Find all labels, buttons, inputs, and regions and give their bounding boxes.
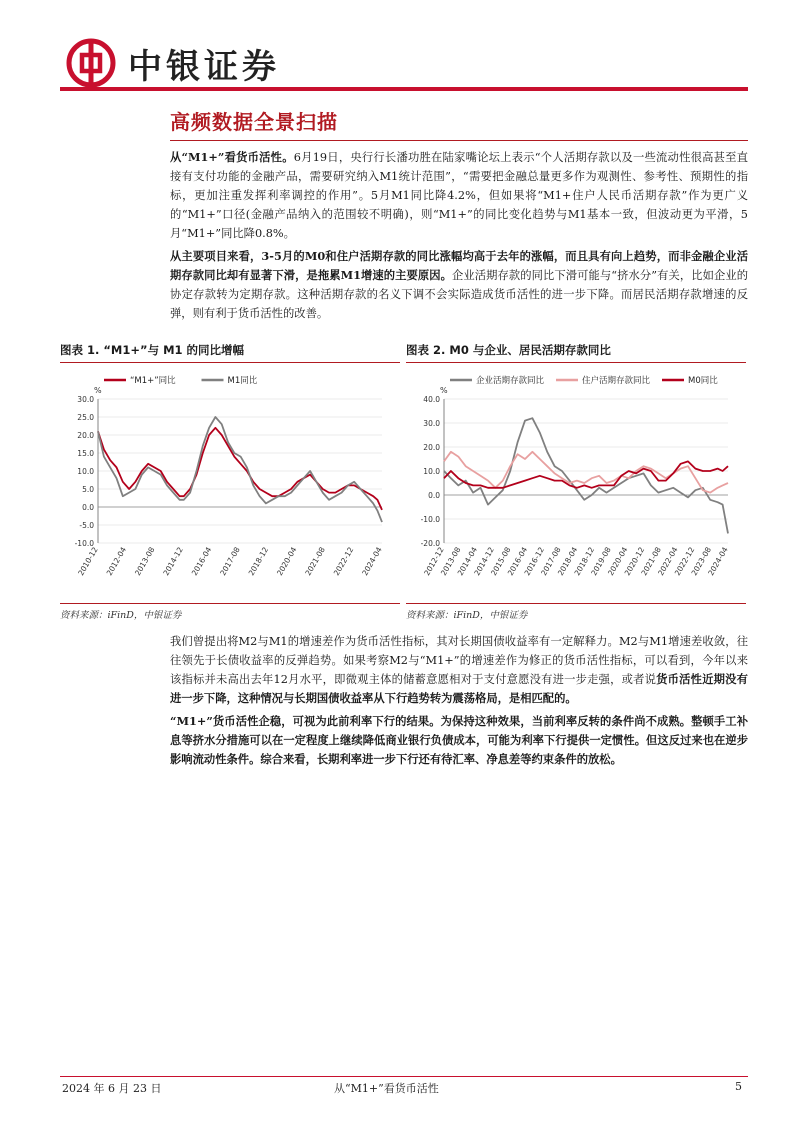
x-tick-label: 2020-04	[606, 545, 630, 578]
x-tick-label: 2016-04	[189, 545, 214, 578]
x-tick-label: 2017-08	[539, 545, 563, 578]
y-tick-label: -20.0	[420, 539, 440, 548]
x-tick-label: 2014-12	[161, 545, 185, 578]
text-run: 我们曾提出将M2与M1的增速差作为货币活性指标，其对长期国债收益率有一定解释力。M2与M1增速差收敛，往往领先于长债收益率的反弹趋势。如果考察M2与“M1+”的增速差作为修正的货币活性指标，可以看到，今年以来该指标并未高出去年12月水平，即微观主体的储蓄意愿相对于支付意愿没有进一步走强，或者说	[170, 635, 748, 686]
figure-1-title: 图表 1. “M1+”与 M1 的同比增幅	[60, 342, 400, 363]
bold-run: 从“M1+”看货币活性。	[170, 150, 294, 164]
x-tick-label: 2014-04	[455, 545, 480, 578]
y-tick-label: 25.0	[77, 413, 94, 422]
x-tick-label: 2021-08	[639, 545, 663, 578]
paragraph	[170, 148, 748, 243]
footer-title: 从“M1+”看货币活性	[334, 1082, 439, 1095]
x-tick-label: 2012-12	[422, 545, 446, 578]
y-tick-label: -10.0	[74, 539, 94, 548]
figure-1-chart	[60, 363, 400, 601]
y-tick-label: 15.0	[77, 449, 94, 458]
y-tick-label: -10.0	[420, 515, 440, 524]
paragraph	[170, 712, 748, 769]
legend-label: M1同比	[227, 376, 258, 386]
x-tick-label: 2018-04	[555, 545, 580, 578]
figure-1-source: 资料来源：iFinD，中银证券	[60, 603, 400, 621]
legend-label: M0同比	[688, 376, 718, 386]
x-tick-label: 2013-08	[133, 545, 157, 578]
x-tick-label: 2023-08	[689, 545, 714, 578]
x-tick-label: 2024-04	[706, 545, 730, 578]
x-tick-label: 2022-12	[331, 545, 356, 578]
x-tick-label: 2020-04	[275, 545, 299, 578]
text-run: 企业活期存款的同比下滑可能与“挤水分”有关，比如企业的协定存款转为定期存款。这种活期存款的名义下调不会实际造成货币活性的进一步下降。而居民活期存款增速的反弹，则有利于货币活性的改善。	[170, 269, 748, 320]
legend-label: 企业活期存款同比	[476, 376, 545, 386]
paragraph	[170, 632, 748, 708]
y-axis-unit: %	[94, 386, 102, 395]
bold-run: 货币活性近期没有进一步下降，这种情况与长期国债收益率从下行趋势转为震荡格局，是相匹配的。	[170, 672, 748, 705]
series-line	[444, 461, 728, 487]
y-tick-label: -5.0	[79, 521, 94, 530]
y-tick-label: 30.0	[77, 395, 94, 404]
legend-label: 住户活期存款同比	[582, 376, 651, 386]
y-tick-label: 0.0	[428, 491, 440, 500]
bank-of-china-logo-icon	[66, 38, 116, 88]
page-number: 5	[735, 1080, 742, 1093]
x-tick-label: 2018-12	[246, 545, 271, 578]
x-tick-label: 2024-04	[360, 545, 384, 578]
x-tick-label: 2013-08	[438, 545, 463, 578]
x-tick-label: 2016-04	[505, 545, 530, 578]
company-name: 中银证券	[128, 46, 280, 87]
y-tick-label: 5.0	[82, 485, 94, 494]
series-line	[98, 417, 382, 522]
figure-2	[406, 342, 746, 621]
x-tick-label: 2015-08	[489, 545, 513, 578]
header-rule	[60, 87, 748, 91]
x-tick-label: 2020-12	[622, 545, 647, 578]
y-axis-unit: %	[440, 386, 448, 395]
y-tick-label: 30.0	[423, 419, 440, 428]
figure-2-title: 图表 2. M0 与企业、居民活期存款同比	[406, 342, 746, 363]
footer-date: 2024 年 6 月 23 日	[62, 1082, 162, 1095]
y-tick-label: 0.0	[82, 503, 94, 512]
y-tick-label: 10.0	[77, 467, 94, 476]
bold-run: 从主要项目来看，3-5月的M0和住户活期存款的同比涨幅均高于去年的涨幅，而且具有向上趋势，而非金融企业活期存款同比却有显著下滑，是拖累M1增速的主要原因。	[170, 249, 748, 282]
y-tick-label: 20.0	[423, 443, 440, 452]
section-rule	[170, 140, 748, 141]
section-title: 高频数据全景扫描	[170, 110, 338, 134]
x-tick-label: 2012-04	[104, 545, 129, 578]
series-line	[444, 418, 728, 533]
footer-rule	[60, 1076, 748, 1077]
figure-1	[60, 342, 400, 621]
intro-text	[170, 148, 748, 327]
paragraph	[170, 247, 748, 323]
analysis-text	[170, 632, 748, 773]
x-tick-label: 2017-08	[218, 545, 242, 578]
x-tick-label: 2022-12	[672, 545, 697, 578]
series-line	[98, 428, 382, 510]
x-tick-label: 2021-08	[303, 545, 327, 578]
company-logo	[66, 38, 280, 88]
x-tick-label: 2019-08	[589, 545, 613, 578]
legend-label: “M1+”同比	[130, 376, 176, 386]
y-tick-label: 10.0	[423, 467, 440, 476]
x-tick-label: 2022-04	[656, 545, 680, 578]
x-tick-label: 2018-12	[572, 545, 597, 578]
figure-2-source: 资料来源：iFinD，中银证券	[406, 603, 746, 621]
x-tick-label: 2010-12	[76, 545, 100, 578]
y-tick-label: 40.0	[423, 395, 440, 404]
figure-2-chart	[406, 363, 746, 601]
x-tick-label: 2014-12	[472, 545, 496, 578]
x-tick-label: 2016-12	[522, 545, 546, 578]
bold-run: “M1+”货币活性企稳，可视为此前利率下行的结果。为保持这种效果，当前利率反转的条件尚不成熟。整顿手工补息等挤水分措施可以在一定程度上继续降低商业银行负债成本，可能为利率下行提供一定惯性。但这反过来也在逆步影响流动性条件。综合来看，长期利率进一步下行还有待汇率、净息差等约束条件的放松。	[170, 714, 748, 766]
y-tick-label: 20.0	[77, 431, 94, 440]
text-run: 6月19日，央行行长潘功胜在陆家嘴论坛上表示“个人活期存款以及一些流动性很高甚至直接有支付功能的金融产品，需要研究纳入M1统计范围”，“需要把金融总量更多作为观测性、参考性、预期性的指标，更加注重发挥利率调控的作用”。5月M1同比降4.2%，但如果将“M1+住户人民币活期存款”作为更广义的“M1+”口径(金融产品纳入的范围较不明确)，则“M1+”的同比变化趋势与M1基本一致，但波动更为平滑，5月“M1+”同比降0.8%。	[170, 151, 749, 240]
